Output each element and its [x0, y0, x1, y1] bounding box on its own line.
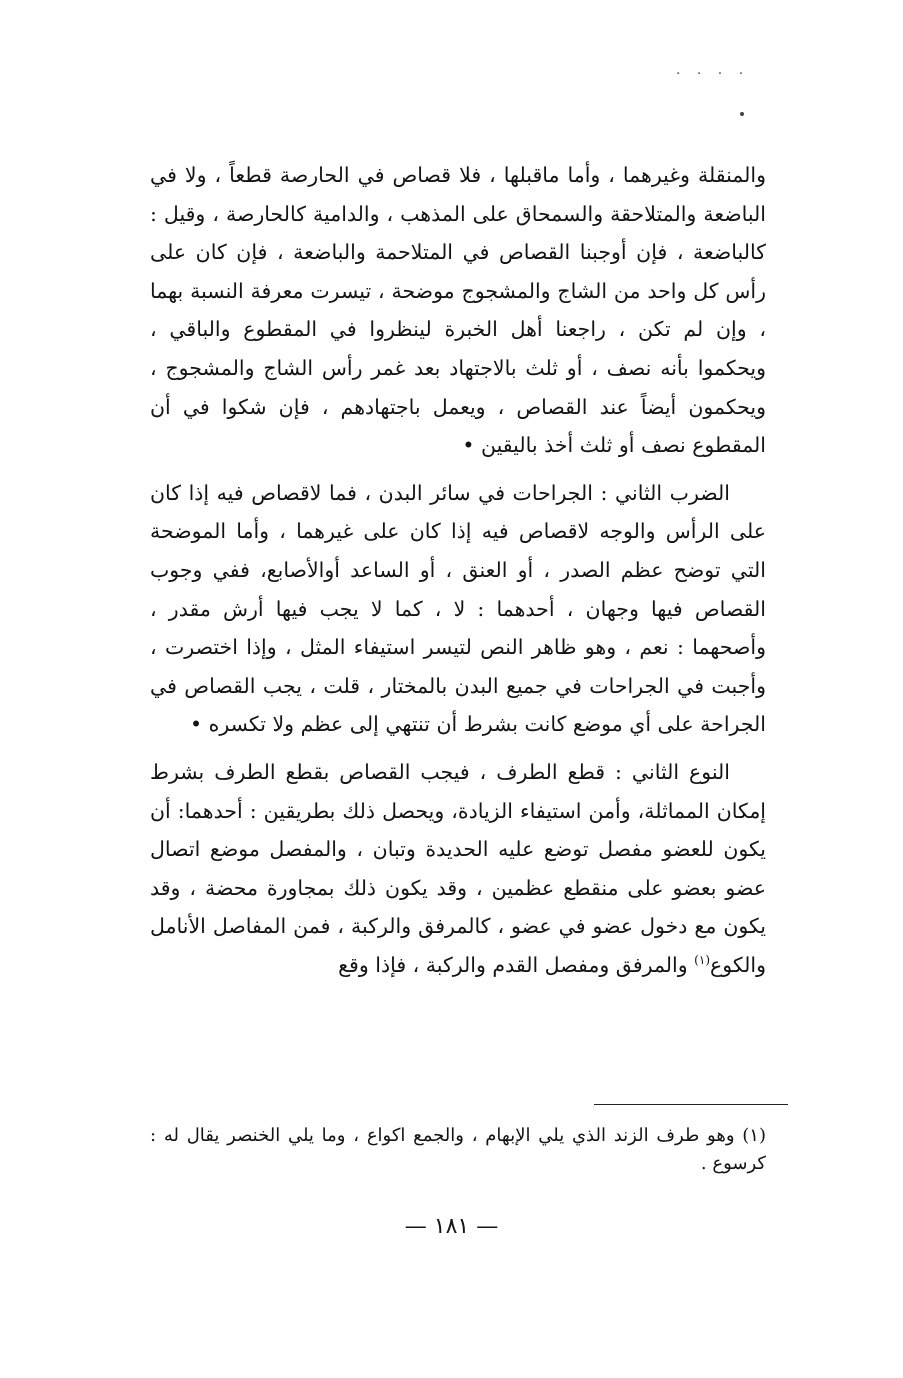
- footnote-reference[interactable]: (١): [694, 953, 710, 968]
- footnote: (١) وهو طرف الزند الذي يلي الإبهام ، والجمع اكواع ، وما يلي الخنصر يقال له : كرسوع .: [150, 1125, 766, 1174]
- paragraph-3-text-b: والمرفق ومفصل القدم والركبة ، فإذا وقع: [338, 952, 695, 977]
- paragraph-1: والمنقلة وغيرهما ، وأما ماقبلها ، فلا قصاص في الحارصة قطعاً ، ولا في الباضعة والمتلاحقة والسمحاق على المذهب ، والدامية كالحارصة ، وقيل : كالباضعة ، فإن أوجبنا القصاص في المتلاحمة والباضعة ، فإن كان على رأس كل واحد من الشاج والمشجوج موضحة ، تيسرت معرفة النسبة بهما ، وإن لم تكن ، راجعنا أهل الخبرة لينظروا في المقطوع والباقي ، ويحكموا بأنه نصف ، أو ثلث بالاجتهاد بعد غمر رأس الشاج والمشجوج ، ويحكمون أيضاً عند القصاص ، ويعمل باجتهادهم ، فإن شكوا في أن المقطوع نصف أو ثلث أخذ باليقين •: [150, 163, 766, 458]
- paragraph-2: الضرب الثاني : الجراحات في سائر البدن ، فما لاقصاص فيه إذا كان على الرأس والوجه لاقصاص فيه إذا كان على غيرهما ، وأما الموضحة التي توضح عظم الصدر ، أو العنق ، أو الساعد أوالأصابع، ففي وجوب القصاص فيها وجهان ، أحدهما : لا ، كما لا يجب فيها أرش مقدر ، وأصحهما : نعم ، وهو ظاهر النص لتيسر استيفاء المثل ، وإذا اختصرت ، وأجبت في الجراحات في جميع البدن بالمختار ، قلت ، يجب القصاص في الجراحة على أي موضع كانت بشرط أن تنتهي إلى عظم ولا تكسره •: [150, 480, 766, 737]
- page-number: — ١٨١ —: [404, 1214, 499, 1239]
- main-text: [150, 156, 766, 984]
- paragraph-3: [150, 753, 766, 985]
- corner-marks: . . . .: [676, 62, 750, 78]
- scan-speck: [740, 112, 744, 116]
- footnote-separator: [594, 1104, 788, 1105]
- paragraph-3-text-a: النوع الثاني : قطع الطرف ، فيجب القصاص بقطع الطرف بشرط إمكان المماثلة، وأمن استيفاء الزيادة، ويحصل ذلك بطريقين : أحدهما: أن يكون للعضو مفصل توضع عليه الحديدة وتبان ، والمفصل موضع اتصال عضو بعضو على منقطع عظمين ، وقد يكون ذلك بمجاورة محضة ، وقد يكون مع دخول عضو في عضو ، كالمرفق والركبة ، فمن المفاصل الأنامل والكوع: [150, 759, 766, 977]
